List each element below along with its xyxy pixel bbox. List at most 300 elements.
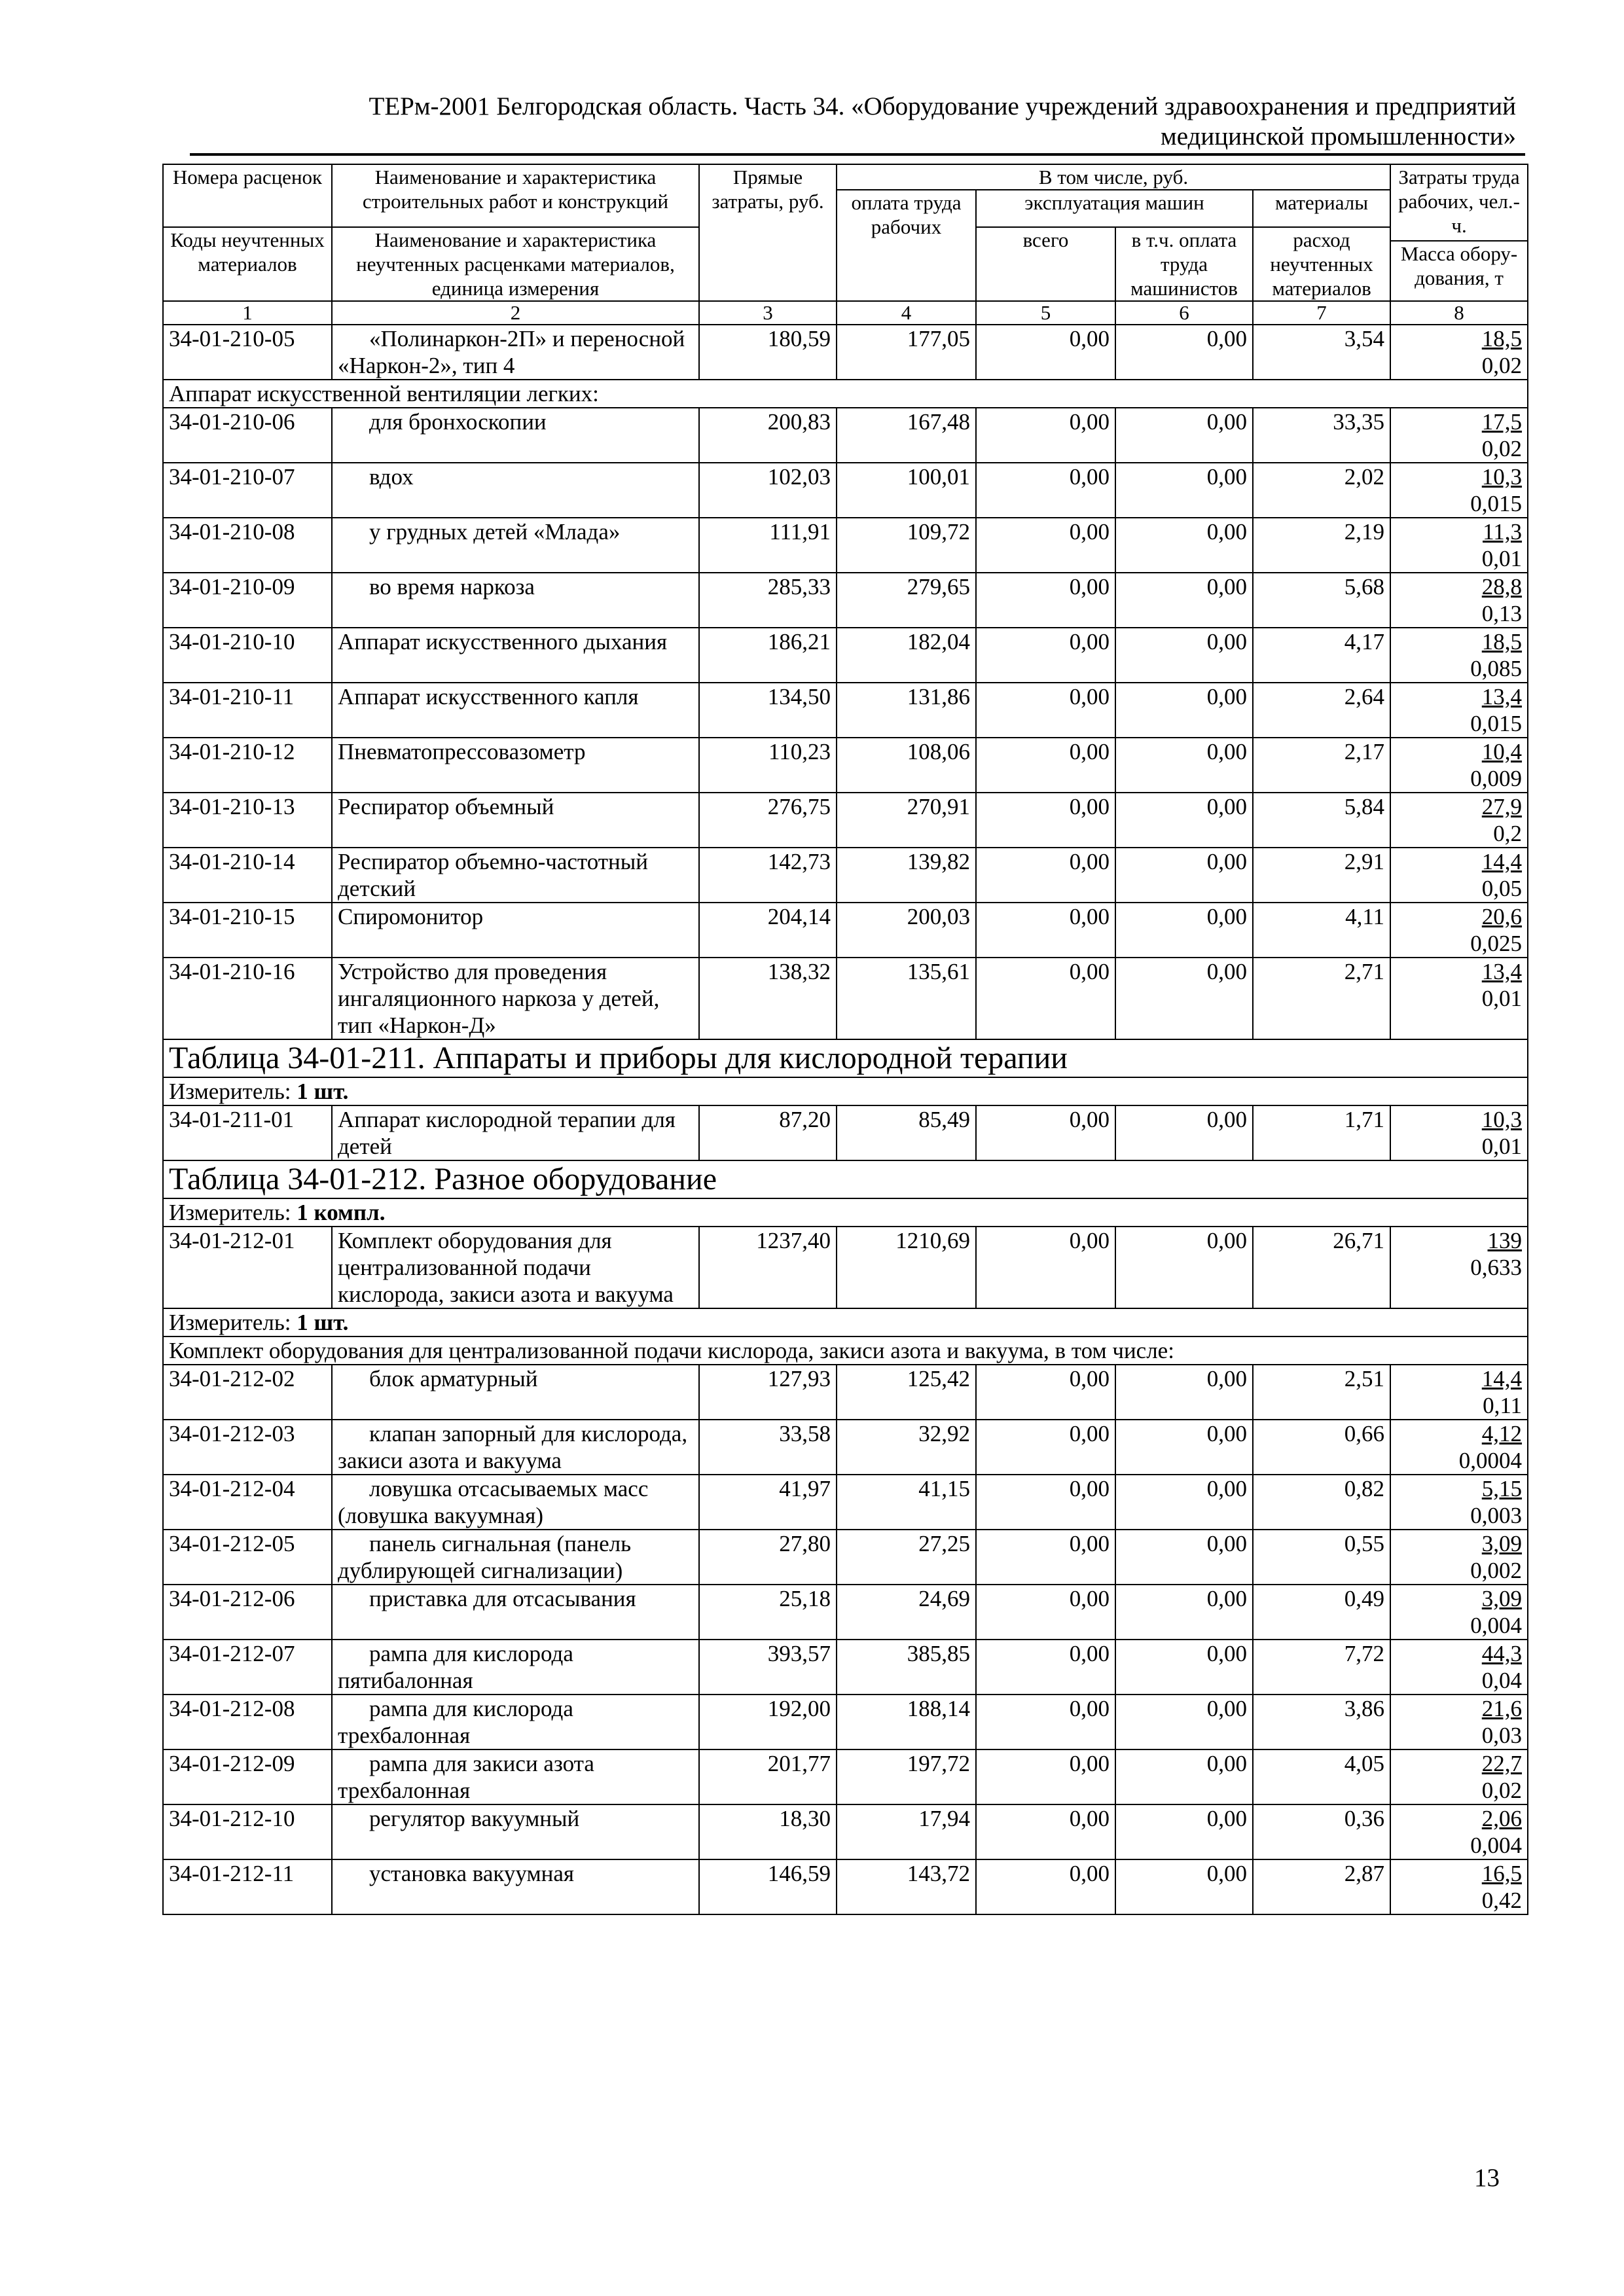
rate-code: 34-01-212-02	[163, 1365, 332, 1420]
worker-wages: 108,06	[837, 738, 976, 793]
rate-name: блок арматурный	[332, 1365, 699, 1420]
operator-wages: 0,00	[1115, 903, 1253, 958]
measure-value: 1 шт.	[297, 1078, 349, 1104]
rate-name: Аппарат искусственного капля	[332, 683, 699, 738]
col-header-direct-costs: Прямые затраты, руб.	[699, 164, 837, 301]
rate-row	[163, 573, 1528, 628]
machine-total: 0,00	[976, 1585, 1115, 1640]
labor-costs: 11,3	[1483, 518, 1523, 545]
material-consumption: 33,35	[1253, 408, 1390, 463]
material-consumption: 7,72	[1253, 1640, 1390, 1695]
operator-wages: 0,00	[1115, 1420, 1253, 1475]
material-consumption: 2,17	[1253, 738, 1390, 793]
operator-wages: 0,00	[1115, 1695, 1253, 1749]
material-consumption: 2,02	[1253, 463, 1390, 518]
labor-and-mass	[1390, 463, 1528, 518]
rate-code: 34-01-210-09	[163, 573, 332, 628]
equipment-mass: 0,633	[1470, 1254, 1523, 1280]
table-212-header	[163, 1160, 1528, 1227]
equipment-mass: 0,11	[1483, 1392, 1523, 1418]
page-header-line1: ТЕРм-2001 Белгородская область. Часть 34. «Оборудование учреждений здравоохранения и предприятий	[369, 92, 1516, 120]
rate-code: 34-01-212-06	[163, 1585, 332, 1640]
rate-code: 34-01-212-04	[163, 1475, 332, 1530]
worker-wages: 139,82	[837, 848, 976, 903]
rate-name: рампа для закиси азота трехбалонная	[332, 1749, 699, 1804]
equipment-mass: 0,002	[1470, 1557, 1523, 1583]
machine-total: 0,00	[976, 793, 1115, 848]
direct-costs: 192,00	[699, 1695, 837, 1749]
labor-costs: 17,5	[1481, 408, 1523, 435]
operator-wages: 0,00	[1115, 1749, 1253, 1804]
machine-total: 0,00	[976, 1695, 1115, 1749]
col-header-machine-operation: эксплуатация машин	[976, 190, 1253, 227]
rate-row	[163, 738, 1528, 793]
direct-costs: 1237,40	[699, 1227, 837, 1308]
machine-total: 0,00	[976, 683, 1115, 738]
worker-wages: 188,14	[837, 1695, 976, 1749]
rate-row	[163, 1530, 1528, 1585]
labor-costs: 18,5	[1481, 325, 1523, 351]
worker-wages: 41,15	[837, 1475, 976, 1530]
material-consumption: 2,91	[1253, 848, 1390, 903]
machine-total: 0,00	[976, 903, 1115, 958]
labor-and-mass	[1390, 628, 1528, 683]
material-consumption: 0,49	[1253, 1585, 1390, 1640]
rate-code: 34-01-210-10	[163, 628, 332, 683]
direct-costs: 393,57	[699, 1640, 837, 1695]
rate-row	[163, 325, 1528, 380]
labor-and-mass	[1390, 1859, 1528, 1914]
rate-row	[163, 463, 1528, 518]
equipment-mass: 0,2	[1493, 820, 1523, 846]
equipment-mass: 0,02	[1481, 435, 1523, 461]
material-consumption: 4,05	[1253, 1749, 1390, 1804]
col-header-labor-costs: Затраты труда рабочих, чел.-ч.	[1390, 164, 1528, 241]
worker-wages: 279,65	[837, 573, 976, 628]
material-consumption: 2,19	[1253, 518, 1390, 573]
worker-wages: 24,69	[837, 1585, 976, 1640]
material-consumption: 4,17	[1253, 628, 1390, 683]
table-211-rows	[163, 1105, 1528, 1160]
direct-costs: 146,59	[699, 1859, 837, 1914]
rate-row	[163, 683, 1528, 738]
column-number: 5	[976, 301, 1115, 325]
page-header-line2: медицинской промышленности»	[1161, 122, 1516, 151]
labor-costs: 10,3	[1481, 463, 1523, 490]
page-number: 13	[1474, 2164, 1500, 2192]
equipment-mass: 0,009	[1470, 765, 1523, 791]
labor-and-mass	[1390, 573, 1528, 628]
operator-wages: 0,00	[1115, 793, 1253, 848]
rate-code: 34-01-212-07	[163, 1640, 332, 1695]
table-212-measure	[163, 1198, 1528, 1227]
machine-total: 0,00	[976, 1859, 1115, 1914]
equipment-mass: 0,02	[1481, 352, 1523, 378]
col-header-machine-total: всего	[976, 227, 1115, 301]
equipment-mass: 0,015	[1470, 710, 1523, 736]
material-consumption: 5,68	[1253, 573, 1390, 628]
rate-name: «Полинаркон-2П» и переносной «Наркон-2», тип 4	[332, 325, 699, 380]
table-header	[163, 164, 1528, 325]
col-header-material-name: Наименование и характеристика неучтенных расценками материалов, единица измерения	[332, 227, 699, 301]
rate-name: вдох	[332, 463, 699, 518]
rate-code: 34-01-212-11	[163, 1859, 332, 1914]
operator-wages: 0,00	[1115, 1640, 1253, 1695]
material-consumption: 3,54	[1253, 325, 1390, 380]
direct-costs: 87,20	[699, 1105, 837, 1160]
rate-row	[163, 518, 1528, 573]
column-number: 4	[837, 301, 976, 325]
machine-total: 0,00	[976, 1475, 1115, 1530]
direct-costs: 127,93	[699, 1365, 837, 1420]
worker-wages: 1210,69	[837, 1227, 976, 1308]
equipment-mass: 0,0004	[1458, 1447, 1523, 1473]
labor-costs: 139	[1487, 1227, 1523, 1253]
worker-wages: 385,85	[837, 1640, 976, 1695]
material-consumption: 26,71	[1253, 1227, 1390, 1308]
labor-and-mass	[1390, 1585, 1528, 1640]
labor-costs: 16,5	[1481, 1860, 1523, 1886]
labor-costs: 14,4	[1481, 848, 1523, 874]
equipment-mass: 0,003	[1470, 1502, 1523, 1528]
direct-costs: 285,33	[699, 573, 837, 628]
col-header-equipment-mass: Масса обору-дования, т	[1390, 241, 1528, 301]
labor-costs: 10,4	[1481, 738, 1523, 764]
col-header-material-consumption: расход неучтенных материалов	[1253, 227, 1390, 301]
table-211-header	[163, 1039, 1528, 1105]
rate-name: у грудных детей «Млада»	[332, 518, 699, 573]
labor-costs: 13,4	[1481, 958, 1523, 984]
worker-wages: 197,72	[837, 1749, 976, 1804]
rate-row	[163, 408, 1528, 463]
operator-wages: 0,00	[1115, 325, 1253, 380]
rate-code: 34-01-210-14	[163, 848, 332, 903]
measure-label: Измеритель:	[169, 1078, 291, 1104]
table-212-title: Таблица 34-01-212. Разное оборудование	[163, 1160, 1528, 1198]
rate-row	[163, 1475, 1528, 1530]
operator-wages: 0,00	[1115, 408, 1253, 463]
equipment-mass: 0,03	[1481, 1722, 1523, 1748]
rate-name: регулятор вакуумный	[332, 1804, 699, 1859]
labor-and-mass	[1390, 683, 1528, 738]
rate-row	[163, 848, 1528, 903]
labor-costs: 21,6	[1481, 1695, 1523, 1721]
direct-costs: 186,21	[699, 628, 837, 683]
labor-and-mass	[1390, 1749, 1528, 1804]
labor-and-mass	[1390, 848, 1528, 903]
equipment-mass: 0,085	[1470, 655, 1523, 681]
block-210-rows	[163, 628, 1528, 1039]
table-212-measure-2	[163, 1308, 1528, 1336]
rate-code: 34-01-210-15	[163, 903, 332, 958]
labor-and-mass	[1390, 1365, 1528, 1420]
block-ventilation-rows	[163, 408, 1528, 628]
direct-costs: 138,32	[699, 958, 837, 1039]
rate-row	[163, 903, 1528, 958]
machine-total: 0,00	[976, 958, 1115, 1039]
col-header-material-codes: Коды неучтенных материалов	[163, 227, 332, 301]
rate-name: рампа для кислорода пятибалонная	[332, 1640, 699, 1695]
table-212-subheader	[163, 1308, 1528, 1365]
direct-costs: 276,75	[699, 793, 837, 848]
labor-and-mass	[1390, 1530, 1528, 1585]
rate-name: рампа для кислорода трехбалонная	[332, 1695, 699, 1749]
rate-row	[163, 628, 1528, 683]
rate-code: 34-01-211-01	[163, 1105, 332, 1160]
material-consumption: 2,64	[1253, 683, 1390, 738]
operator-wages: 0,00	[1115, 1227, 1253, 1308]
rate-code: 34-01-210-05	[163, 325, 332, 380]
machine-total: 0,00	[976, 628, 1115, 683]
labor-costs: 5,15	[1481, 1475, 1523, 1501]
equipment-mass: 0,05	[1481, 875, 1523, 901]
labor-costs: 22,7	[1481, 1750, 1523, 1776]
measure-label: Измеритель:	[169, 1199, 291, 1225]
rate-row	[163, 1420, 1528, 1475]
equipment-mass: 0,42	[1481, 1887, 1523, 1913]
rate-code: 34-01-212-08	[163, 1695, 332, 1749]
rate-code: 34-01-210-06	[163, 408, 332, 463]
rate-row	[163, 793, 1528, 848]
rate-row	[163, 1749, 1528, 1804]
col-header-operator-wages: в т.ч. оплата труда машинистов	[1115, 227, 1253, 301]
equipment-mass: 0,02	[1481, 1777, 1523, 1803]
column-number: 6	[1115, 301, 1253, 325]
worker-wages: 270,91	[837, 793, 976, 848]
equipment-mass: 0,025	[1470, 930, 1523, 956]
worker-wages: 125,42	[837, 1365, 976, 1420]
direct-costs: 25,18	[699, 1585, 837, 1640]
labor-and-mass	[1390, 958, 1528, 1039]
direct-costs: 134,50	[699, 683, 837, 738]
operator-wages: 0,00	[1115, 1804, 1253, 1859]
rate-name: приставка для отсасывания	[332, 1585, 699, 1640]
column-number: 7	[1253, 301, 1390, 325]
machine-total: 0,00	[976, 518, 1115, 573]
rate-name: Пневматопрессовазометр	[332, 738, 699, 793]
labor-costs: 2,06	[1481, 1805, 1523, 1831]
measure-value: 1 шт.	[297, 1309, 349, 1335]
labor-costs: 20,6	[1481, 903, 1523, 929]
table-212-first-rows	[163, 1227, 1528, 1308]
direct-costs: 204,14	[699, 903, 837, 958]
rate-code: 34-01-212-05	[163, 1530, 332, 1585]
rate-code: 34-01-210-07	[163, 463, 332, 518]
page-header	[164, 92, 1516, 152]
labor-and-mass	[1390, 325, 1528, 380]
section-ventilation	[163, 380, 1528, 408]
operator-wages: 0,00	[1115, 1585, 1253, 1640]
rate-name: Респиратор объемно-частотный детский	[332, 848, 699, 903]
direct-costs: 18,30	[699, 1804, 837, 1859]
column-number: 8	[1390, 301, 1528, 325]
direct-costs: 102,03	[699, 463, 837, 518]
rate-row	[163, 1585, 1528, 1640]
material-consumption: 0,55	[1253, 1530, 1390, 1585]
operator-wages: 0,00	[1115, 683, 1253, 738]
rate-row	[163, 1859, 1528, 1914]
machine-total: 0,00	[976, 1105, 1115, 1160]
direct-costs: 33,58	[699, 1420, 837, 1475]
labor-and-mass	[1390, 1695, 1528, 1749]
direct-costs: 111,91	[699, 518, 837, 573]
table-211-title: Таблица 34-01-211. Аппараты и приборы для кислородной терапии	[163, 1039, 1528, 1077]
material-consumption: 4,11	[1253, 903, 1390, 958]
labor-and-mass	[1390, 408, 1528, 463]
worker-wages: 17,94	[837, 1804, 976, 1859]
equipment-mass: 0,015	[1470, 490, 1523, 516]
labor-and-mass	[1390, 1227, 1528, 1308]
column-number: 3	[699, 301, 837, 325]
column-number: 1	[163, 301, 332, 325]
rate-code: 34-01-210-13	[163, 793, 332, 848]
labor-costs: 3,09	[1481, 1585, 1523, 1611]
rate-name: во время наркоза	[332, 573, 699, 628]
rate-row	[163, 1640, 1528, 1695]
rate-row	[163, 958, 1528, 1039]
direct-costs: 110,23	[699, 738, 837, 793]
labor-costs: 18,5	[1481, 628, 1523, 655]
worker-wages: 109,72	[837, 518, 976, 573]
measure-value: 1 компл.	[297, 1199, 386, 1225]
rate-name: Комплект оборудования для централизованной подачи кислорода, закиси азота и вакуума	[332, 1227, 699, 1308]
material-consumption: 1,71	[1253, 1105, 1390, 1160]
column-number: 2	[332, 301, 699, 325]
machine-total: 0,00	[976, 738, 1115, 793]
machine-total: 0,00	[976, 1640, 1115, 1695]
col-header-including: В том числе, руб.	[837, 164, 1390, 190]
rate-row	[163, 1804, 1528, 1859]
worker-wages: 135,61	[837, 958, 976, 1039]
labor-costs: 10,3	[1481, 1106, 1523, 1132]
block-210-continued	[163, 325, 1528, 380]
rate-name: ловушка отсасываемых масс (ловушка вакуумная)	[332, 1475, 699, 1530]
table-211-measure	[163, 1077, 1528, 1105]
direct-costs: 27,80	[699, 1530, 837, 1585]
rate-name: Респиратор объемный	[332, 793, 699, 848]
rate-name: Спиромонитор	[332, 903, 699, 958]
worker-wages: 131,86	[837, 683, 976, 738]
labor-and-mass	[1390, 903, 1528, 958]
labor-costs: 28,8	[1481, 573, 1523, 600]
material-consumption: 0,66	[1253, 1420, 1390, 1475]
worker-wages: 200,03	[837, 903, 976, 958]
equipment-mass: 0,01	[1481, 985, 1523, 1011]
rate-code: 34-01-210-11	[163, 683, 332, 738]
operator-wages: 0,00	[1115, 1475, 1253, 1530]
rate-name: для бронхоскопии	[332, 408, 699, 463]
material-consumption: 5,84	[1253, 793, 1390, 848]
material-consumption: 2,71	[1253, 958, 1390, 1039]
worker-wages: 27,25	[837, 1530, 976, 1585]
machine-total: 0,00	[976, 1420, 1115, 1475]
column-numbers-row	[163, 301, 1528, 325]
labor-and-mass	[1390, 518, 1528, 573]
labor-and-mass	[1390, 1420, 1528, 1475]
direct-costs: 142,73	[699, 848, 837, 903]
labor-costs: 3,09	[1481, 1530, 1523, 1556]
rate-code: 34-01-212-09	[163, 1749, 332, 1804]
rate-code: 34-01-212-01	[163, 1227, 332, 1308]
rate-row	[163, 1365, 1528, 1420]
rate-row	[163, 1695, 1528, 1749]
direct-costs: 41,97	[699, 1475, 837, 1530]
direct-costs: 201,77	[699, 1749, 837, 1804]
material-consumption: 0,36	[1253, 1804, 1390, 1859]
col-header-rate-numbers: Номера расценок	[163, 164, 332, 227]
rate-code: 34-01-212-03	[163, 1420, 332, 1475]
machine-total: 0,00	[976, 573, 1115, 628]
worker-wages: 167,48	[837, 408, 976, 463]
col-header-worker-wages: оплата труда рабочих	[837, 190, 976, 301]
worker-wages: 182,04	[837, 628, 976, 683]
operator-wages: 0,00	[1115, 1530, 1253, 1585]
material-consumption: 3,86	[1253, 1695, 1390, 1749]
operator-wages: 0,00	[1115, 848, 1253, 903]
rate-row	[163, 1105, 1528, 1160]
labor-and-mass	[1390, 1105, 1528, 1160]
measure-label: Измеритель:	[169, 1309, 291, 1335]
labor-costs: 14,4	[1481, 1365, 1523, 1391]
material-consumption: 2,87	[1253, 1859, 1390, 1914]
worker-wages: 100,01	[837, 463, 976, 518]
worker-wages: 177,05	[837, 325, 976, 380]
labor-costs: 13,4	[1481, 683, 1523, 709]
rate-code: 34-01-210-12	[163, 738, 332, 793]
operator-wages: 0,00	[1115, 573, 1253, 628]
machine-total: 0,00	[976, 1530, 1115, 1585]
rate-code: 34-01-210-08	[163, 518, 332, 573]
machine-total: 0,00	[976, 408, 1115, 463]
labor-and-mass	[1390, 793, 1528, 848]
rate-name: Аппарат искусственного дыхания	[332, 628, 699, 683]
labor-costs: 27,9	[1481, 793, 1523, 819]
labor-and-mass	[1390, 1804, 1528, 1859]
equipment-mass: 0,01	[1481, 545, 1523, 571]
section-heading: Комплект оборудования для централизованной подачи кислорода, закиси азота и вакуума, в том числе:	[163, 1336, 1528, 1365]
equipment-mass: 0,004	[1470, 1612, 1523, 1638]
col-header-work-name: Наименование и характеристика строительных работ и конструкций	[332, 164, 699, 227]
operator-wages: 0,00	[1115, 518, 1253, 573]
operator-wages: 0,00	[1115, 958, 1253, 1039]
table-212-rows	[163, 1365, 1528, 1914]
header-rule	[190, 153, 1525, 156]
machine-total: 0,00	[976, 1804, 1115, 1859]
operator-wages: 0,00	[1115, 628, 1253, 683]
rate-code: 34-01-212-10	[163, 1804, 332, 1859]
rate-name: панель сигнальная (панель дублирующей сигнализации)	[332, 1530, 699, 1585]
operator-wages: 0,00	[1115, 1105, 1253, 1160]
equipment-mass: 0,004	[1470, 1832, 1523, 1858]
material-consumption: 2,51	[1253, 1365, 1390, 1420]
operator-wages: 0,00	[1115, 463, 1253, 518]
worker-wages: 32,92	[837, 1420, 976, 1475]
machine-total: 0,00	[976, 1365, 1115, 1420]
labor-and-mass	[1390, 1475, 1528, 1530]
labor-and-mass	[1390, 1640, 1528, 1695]
rate-name: Устройство для проведения ингаляционного наркоза у детей, тип «Наркон-Д»	[332, 958, 699, 1039]
section-heading: Аппарат искусственной вентиляции легких:	[163, 380, 1528, 408]
machine-total: 0,00	[976, 848, 1115, 903]
rate-name: установка вакуумная	[332, 1859, 699, 1914]
machine-total: 0,00	[976, 325, 1115, 380]
machine-total: 0,00	[976, 1227, 1115, 1308]
worker-wages: 85,49	[837, 1105, 976, 1160]
rate-name: клапан запорный для кислорода, закиси азота и вакуума	[332, 1420, 699, 1475]
machine-total: 0,00	[976, 463, 1115, 518]
rate-row	[163, 1227, 1528, 1308]
direct-costs: 200,83	[699, 408, 837, 463]
